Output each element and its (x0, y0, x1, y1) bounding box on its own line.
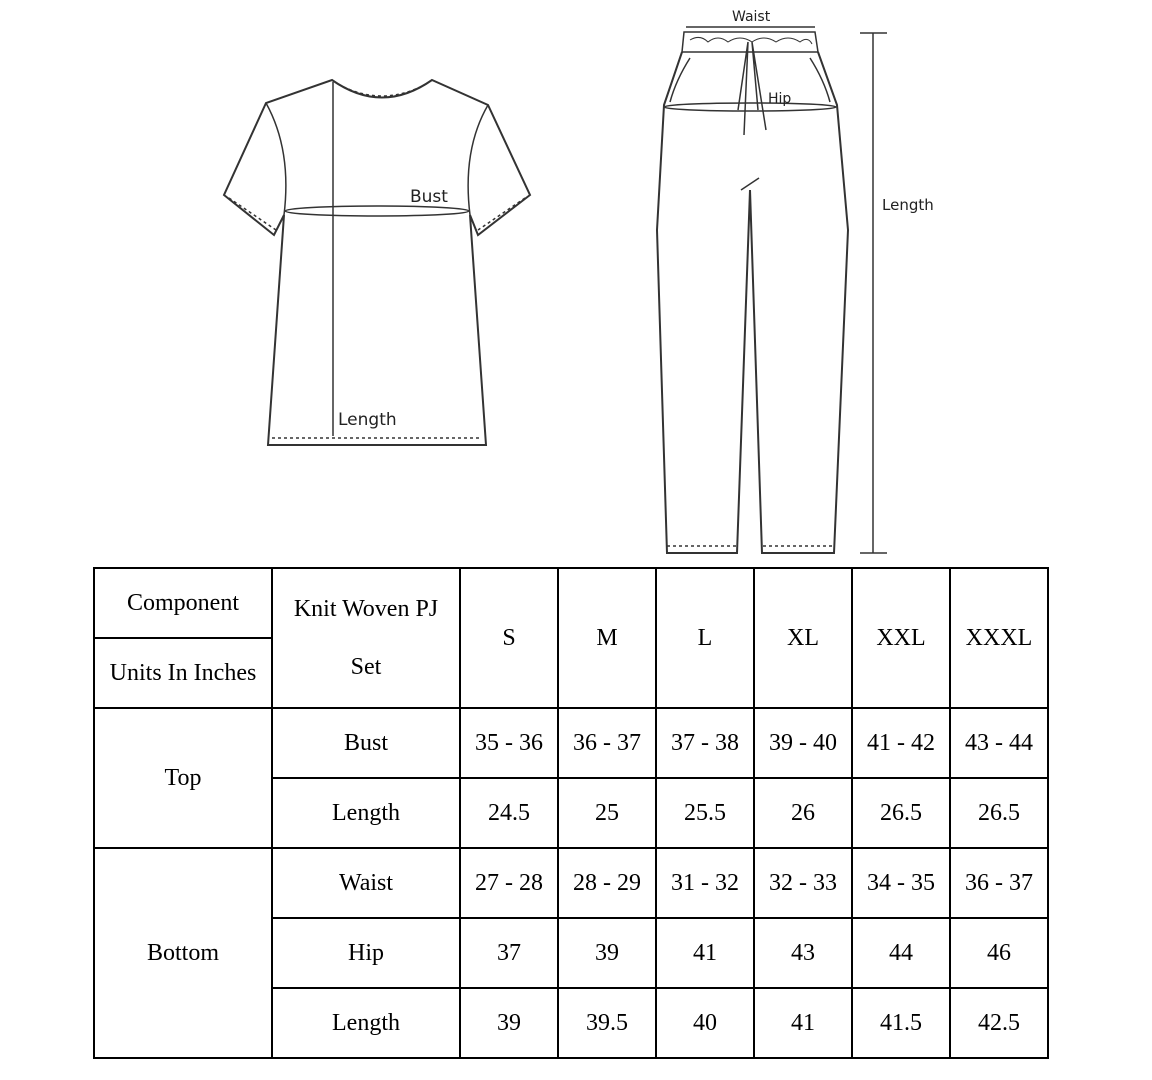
measure-label: Length (272, 988, 460, 1058)
table-cell: 41 (656, 918, 754, 988)
table-cell: 43 (754, 918, 852, 988)
group-label-bottom: Bottom (94, 848, 272, 1058)
table-cell: 28 - 29 (558, 848, 656, 918)
table-cell: 39 (558, 918, 656, 988)
table-cell: 37 (460, 918, 558, 988)
table-cell: 40 (656, 988, 754, 1058)
table-cell: 26 (754, 778, 852, 848)
table-cell: 42.5 (950, 988, 1048, 1058)
pants-waist-label: Waist (732, 9, 771, 25)
table-cell: 43 - 44 (950, 708, 1048, 778)
table-cell: 27 - 28 (460, 848, 558, 918)
tshirt-illustration (224, 80, 530, 445)
table-cell: 46 (950, 918, 1048, 988)
table-row (94, 708, 1048, 778)
measure-label: Waist (272, 848, 460, 918)
measure-label: Bust (272, 708, 460, 778)
product-header-line2: Set (350, 654, 382, 680)
product-header-line1: Knit Woven PJ (293, 596, 439, 622)
table-cell: 41.5 (852, 988, 950, 1058)
table-cell: 37 - 38 (656, 708, 754, 778)
table-cell: 39 (460, 988, 558, 1058)
table-cell: 25.5 (656, 778, 754, 848)
tshirt-bust-label: Bust (410, 187, 448, 207)
measure-label: Length (272, 778, 460, 848)
table-header-row (94, 568, 1048, 638)
table-cell: 36 - 37 (558, 708, 656, 778)
table-cell: 44 (852, 918, 950, 988)
table-cell: 41 (754, 988, 852, 1058)
table-cell: 39.5 (558, 988, 656, 1058)
table-cell: 36 - 37 (950, 848, 1048, 918)
table-cell: 39 - 40 (754, 708, 852, 778)
table-row (94, 848, 1048, 918)
product-header (272, 568, 460, 708)
pants-hip-label: Hip (768, 91, 792, 107)
table-cell: 32 - 33 (754, 848, 852, 918)
measure-label: Hip (272, 918, 460, 988)
tshirt-length-label: Length (338, 410, 397, 430)
table-cell: 24.5 (460, 778, 558, 848)
table-cell: 26.5 (950, 778, 1048, 848)
size-header-xxl: XXL (852, 568, 950, 708)
table-cell: 26.5 (852, 778, 950, 848)
group-label-top: Top (94, 708, 272, 848)
pants-length-label: Length (882, 196, 934, 214)
table-cell: 25 (558, 778, 656, 848)
size-header-m: M (558, 568, 656, 708)
table-cell: 35 - 36 (460, 708, 558, 778)
table-cell: 41 - 42 (852, 708, 950, 778)
size-header-s: S (460, 568, 558, 708)
table-cell: 31 - 32 (656, 848, 754, 918)
component-header: Component (94, 568, 272, 638)
units-header: Units In Inches (94, 638, 272, 708)
size-header-l: L (656, 568, 754, 708)
table-cell: 34 - 35 (852, 848, 950, 918)
size-header-xl: XL (754, 568, 852, 708)
size-header-xxxl: XXXL (950, 568, 1048, 708)
size-chart-table (93, 567, 1049, 1059)
